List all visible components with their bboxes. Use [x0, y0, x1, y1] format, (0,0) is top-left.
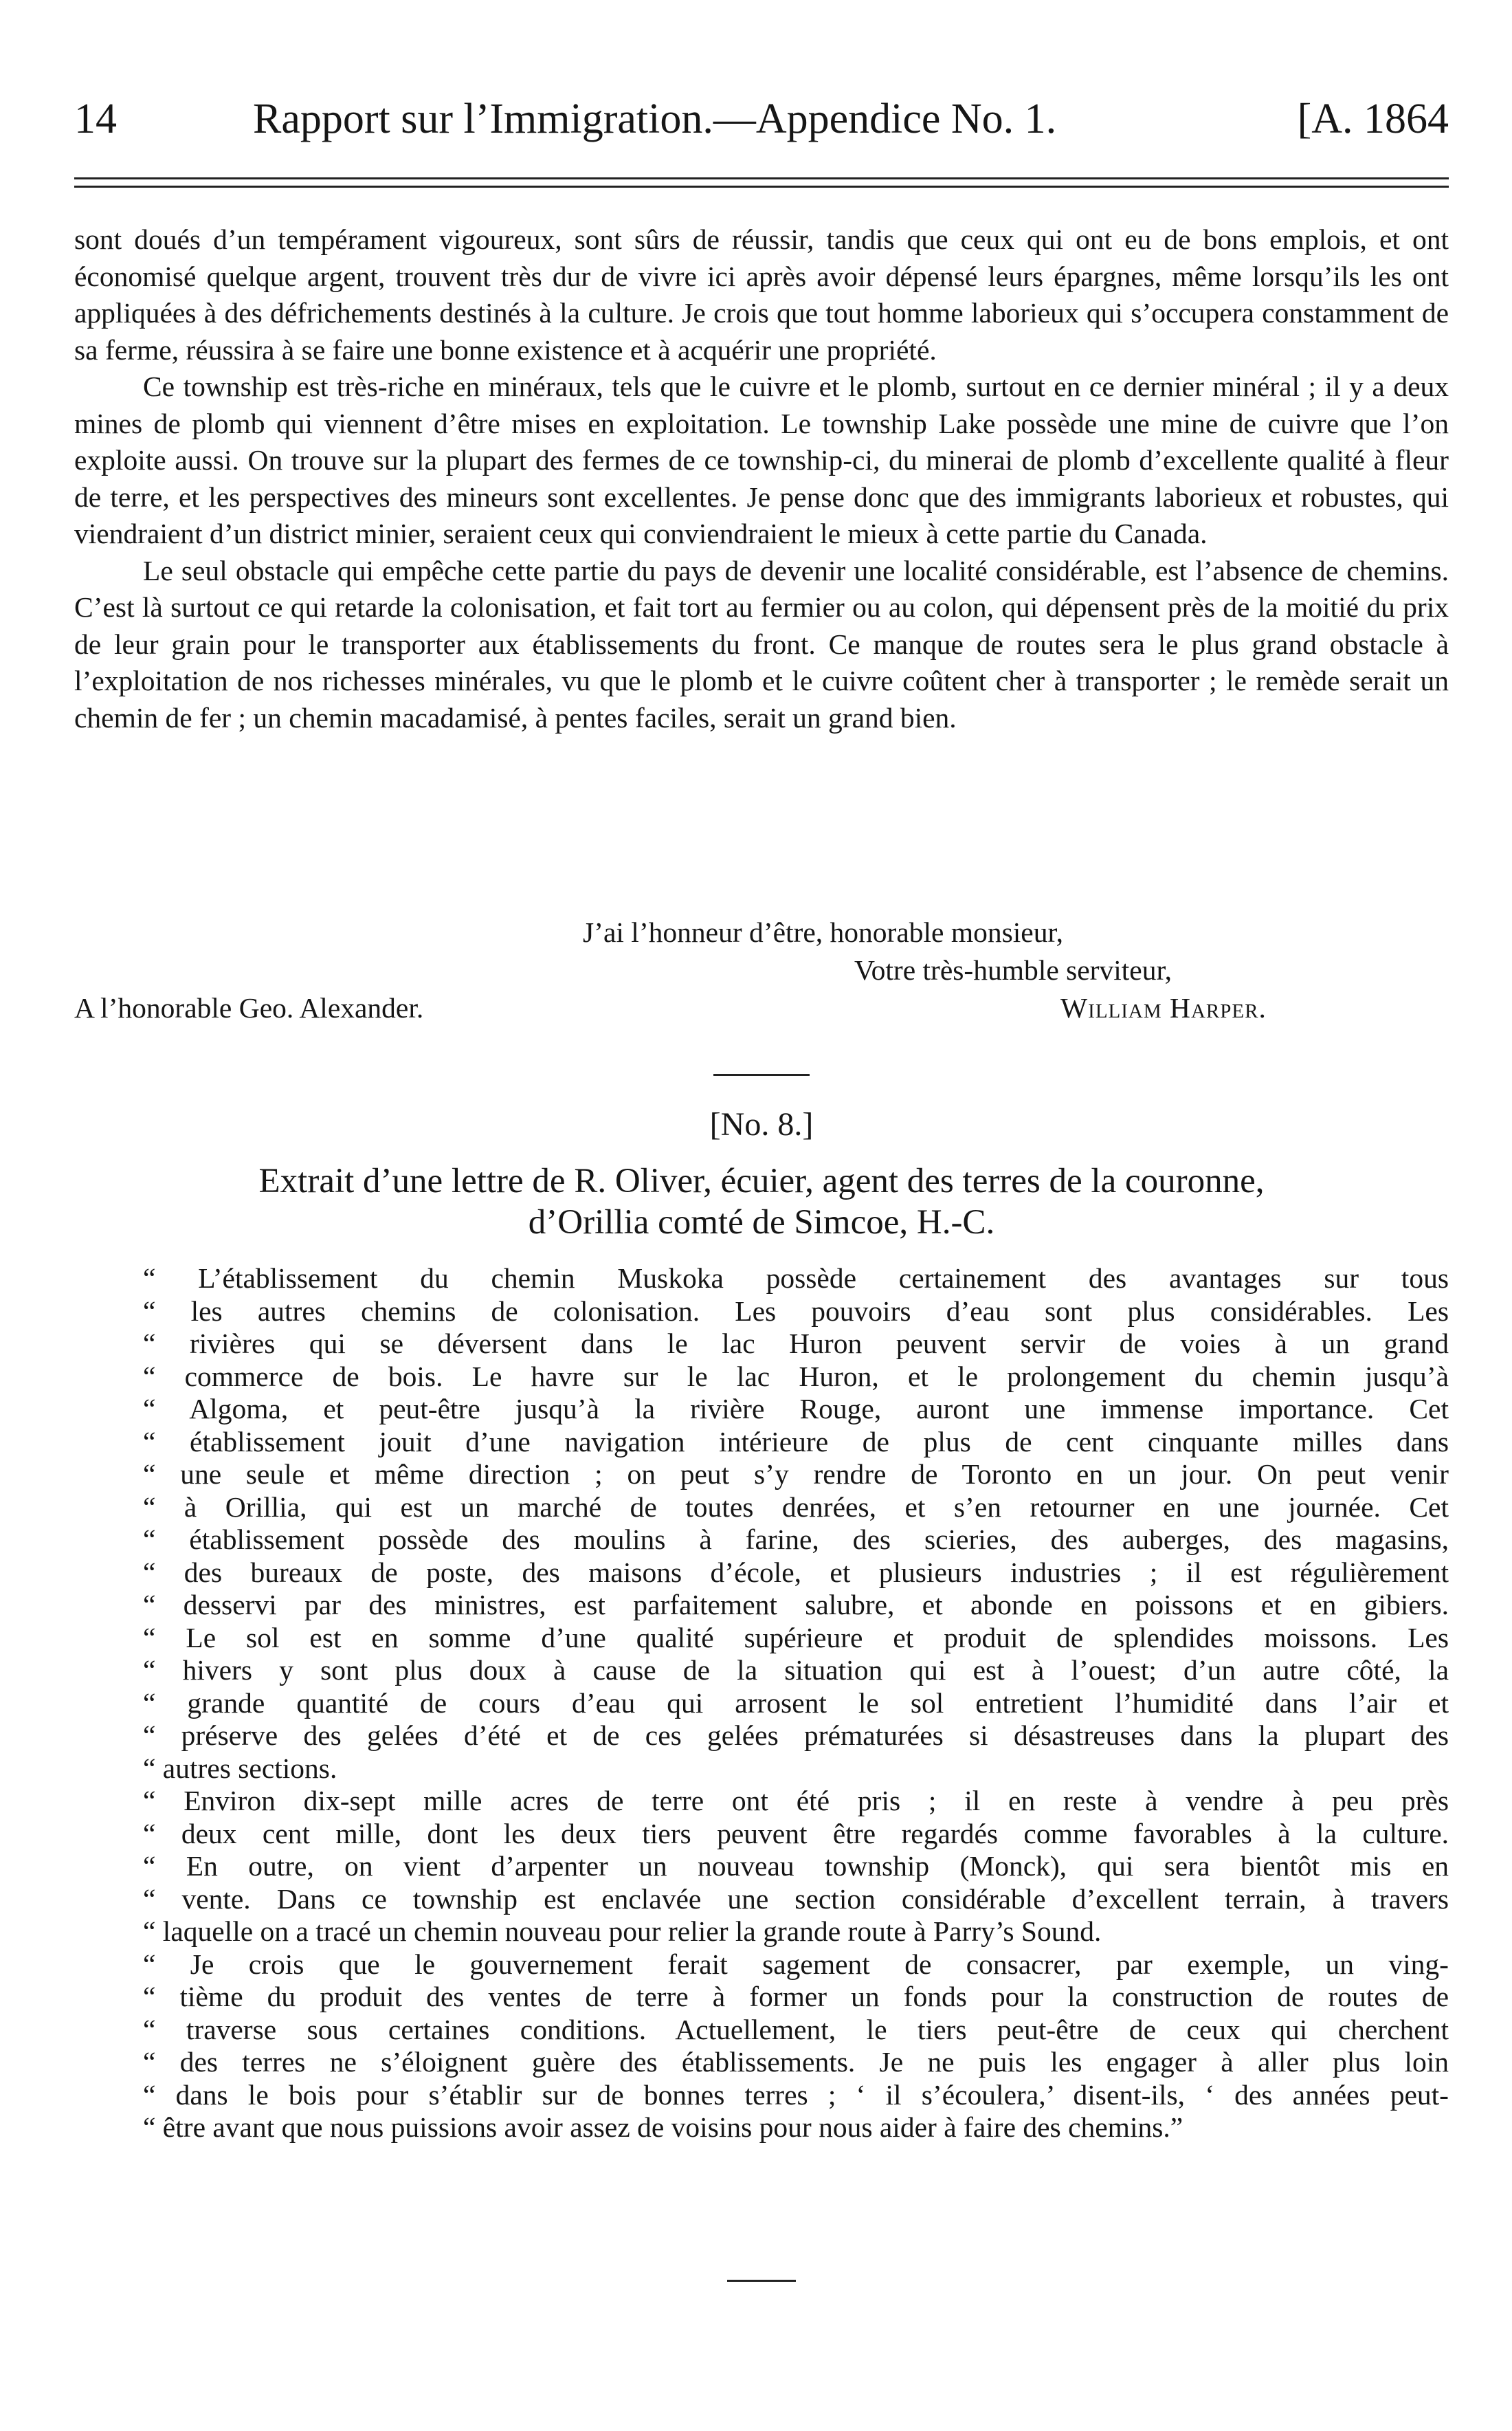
- closing-formula: J’ai l’honneur d’être, honorable monsieur,: [583, 916, 1063, 948]
- quote-line: “ traverse sous certaines conditions. Actuellement, le tiers peut-être de ceux qui cherchent: [143, 2013, 1449, 2045]
- quote-line: “ dans le bois pour s’établir sur de bonnes terres ; ‘ il s’écoulera,’ disent-ils, ‘ des années peut-: [143, 2078, 1449, 2111]
- quote-line: “ être avant que nous puissions avoir assez de voisins pour nous aider à faire des chemins.”: [143, 2111, 1183, 2143]
- quote-paragraph: [74, 1785, 1449, 1948]
- header-rule-top: [74, 177, 1449, 179]
- quote-line: “ une seule et même direction ; on peut s’y rendre de Toronto en un jour. On peut venir: [143, 1458, 1449, 1490]
- quote-line: “ rivières qui se déversent dans le lac Huron peuvent servir de voies à un grand: [143, 1328, 1449, 1359]
- extract-quotation: [74, 1262, 1449, 2144]
- end-rule: [727, 2280, 796, 2282]
- quote-line: “ préserve des gelées d’été et de ces gelées prématurées si désastreuses dans la plupart des: [143, 1719, 1449, 1751]
- quote-line: “ autres sections.: [143, 1752, 337, 1784]
- quote-line: “ des terres ne s’éloignent guère des établissements. Je ne puis les engager à aller plus loin: [143, 2046, 1449, 2078]
- quote-line: “ En outre, on vient d’arpenter un nouveau township (Monck), qui sera bientôt mis en: [143, 1850, 1449, 1882]
- letter-paragraph: Le seul obstacle qui empêche cette partie du pays de devenir une localité considérable, est l’absence de chemins. C’est là surtout ce qui retarde la colonisation, et fait tort au fermier ou au colon, qui dépensent près de la moitié du prix de leur grain pour le transporter aux établissements du front. Ce manque de routes sera le plus grand obstacle à l’exploitation de nos richesses minérales, vu que le plomb et le cuivre coûtent cher à transporter ; le remède serait un chemin de fer ; un chemin macadamisé, à pentes faciles, serait un grand bien.: [74, 554, 1449, 734]
- letter-body: [74, 221, 1449, 736]
- quote-line: “ commerce de bois. Le havre sur le lac Huron, et le prolongement du chemin jusqu’à: [143, 1360, 1449, 1392]
- quote-line: “ desservi par des ministres, est parfaitement salubre, et abonde en poissons et en gibiers.: [143, 1589, 1449, 1620]
- document-reference: [A. 1864: [1297, 96, 1449, 142]
- quote-line: “ Le sol est en somme d’une qualité supérieure et produit de splendides moissons. Les: [143, 1621, 1449, 1653]
- document-number: [No. 8.]: [709, 1106, 814, 1143]
- quote-line: “ laquelle on a tracé un chemin nouveau pour relier la grande route à Parry’s Sound.: [143, 1915, 1102, 1947]
- extract-title-line1: Extrait d’une lettre de R. Oliver, écuier, agent des terres de la couronne,: [258, 1162, 1265, 1200]
- running-header: [74, 88, 1449, 150]
- closing-servant: Votre très-humble serviteur,: [854, 954, 1172, 986]
- extract-title-line2: d’Orillia comté de Simcoe, H.-C.: [528, 1203, 995, 1242]
- header-rule-bottom: [74, 186, 1449, 188]
- section-divider: [713, 1074, 810, 1076]
- quote-line: “ deux cent mille, dont les deux tiers peuvent être regardés comme favorables à la culture.: [143, 1817, 1449, 1849]
- letter-paragraph: Ce township est très-riche en minéraux, tels que le cuivre et le plomb, surtout en ce dernier minéral ; il y a deux mines de plomb qui viennent d’être mises en exploitation. Le township Lake possède une mine de cuivre que l’on exploite aussi. On trouve sur la plupart des fermes de ce township-ci, du minerai de plomb d’excellente qualité à fleur de terre, et les perspectives des mineurs sont excellentes. Je pense donc que des immigrants laborieux et robustes, qui viendraient d’un district minier, seraient ceux qui conviendraient le mieux à cette partie du Canada.: [74, 371, 1449, 549]
- quote-line: “ établissement possède des moulins à farine, des scieries, des auberges, des magasins,: [143, 1524, 1449, 1555]
- quote-paragraph: [74, 1262, 1449, 1785]
- running-title: Rapport sur l’Immigration.—Appendice No. 1.: [253, 96, 1057, 142]
- quote-line: “ Environ dix-sept mille acres de terre ont été pris ; il en reste à vendre à peu près: [143, 1785, 1449, 1816]
- quote-line: “ Algoma, et peut-être jusqu’à la rivière Rouge, auront une immense importance. Cet: [143, 1393, 1449, 1424]
- quote-line: “ L’établissement du chemin Muskoka possède certainement des avantages sur tous: [143, 1262, 1449, 1294]
- document-page: [74, 0, 1449, 2431]
- quote-line: “ les autres chemins de colonisation. Les pouvoirs d’eau sont plus considérables. Les: [143, 1295, 1449, 1327]
- quote-line: “ hivers y sont plus doux à cause de la situation qui est à l’ouest; d’un autre côté, la: [143, 1654, 1449, 1686]
- page-number: 14: [74, 96, 117, 142]
- quote-line: “ grande quantité de cours d’eau qui arrosent le sol entretient l’humidité dans l’air et: [143, 1686, 1449, 1719]
- quote-line: “ tième du produit des ventes de terre à former un fonds pour la construction de routes de: [143, 1981, 1449, 2012]
- quote-paragraph: [74, 1948, 1449, 2144]
- letter-paragraph: sont doués d’un tempérament vigoureux, sont sûrs de réussir, tandis que ceux qui ont eu de bons emplois, et ont économisé quelque argent, trouvent très dur de vivre ici après avoir dépensé leurs épargnes, même lorsqu’ils les ont appliquées à des défrichements destinés à la culture. Je crois que tout homme laborieux qui s’occupera constamment de sa ferme, réussira à se faire une bonne existence et à acquérir une propriété.: [74, 223, 1449, 366]
- addressee: A l’honorable Geo. Alexander.: [74, 992, 424, 1024]
- quote-line: “ Je crois que le gouvernement ferait sagement de consacrer, par exemple, un ving-: [143, 1948, 1449, 1980]
- quote-line: “ établissement jouit d’une navigation intérieure de plus de cent cinquante milles dans: [143, 1425, 1449, 1458]
- quote-line: “ des bureaux de poste, des maisons d’école, et plusieurs industries ; il est régulièrement: [143, 1556, 1449, 1588]
- quote-line: “ vente. Dans ce township est enclavée une section considérable d’excellent terrain, à travers: [143, 1882, 1449, 1915]
- quote-line: “ à Orillia, qui est un marché de toutes denrées, et s’en retourner en une journée. Cet: [143, 1490, 1449, 1523]
- signature: William Harper.: [1060, 992, 1267, 1024]
